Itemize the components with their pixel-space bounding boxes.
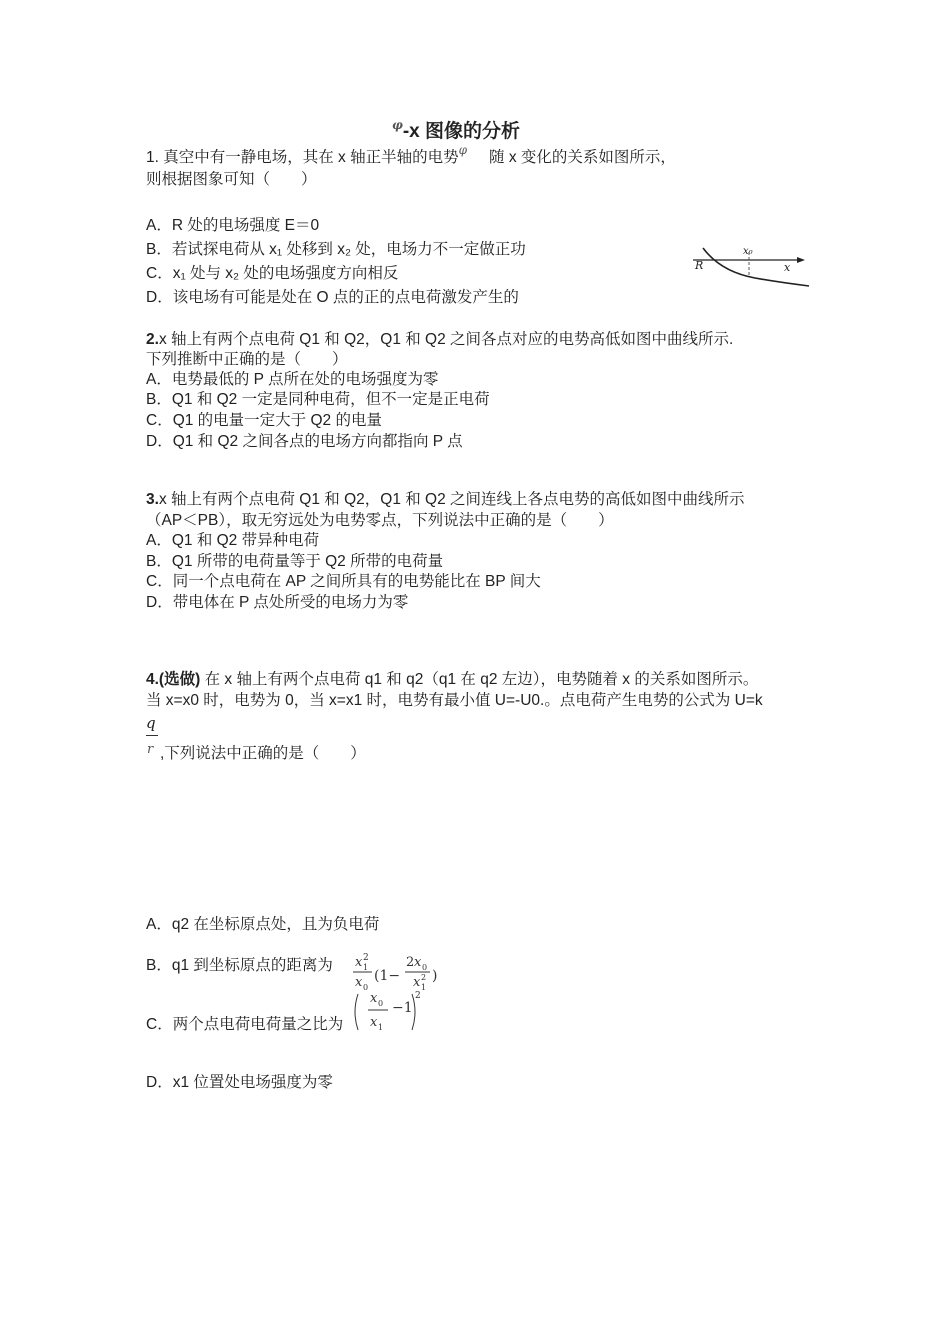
q1-option-c: C．x₁ 处与 x₂ 处的电场强度方向相反 bbox=[146, 265, 399, 282]
svg-text:x: x bbox=[370, 991, 378, 1006]
q4-math-formulas bbox=[350, 950, 450, 1036]
q1-option-a: A．R 处的电场强度 E＝0 bbox=[146, 217, 320, 234]
svg-text:−1: −1 bbox=[392, 1000, 413, 1016]
q1-stem-line1 bbox=[146, 143, 676, 168]
svg-text:0: 0 bbox=[378, 999, 384, 1008]
svg-text:0: 0 bbox=[363, 983, 369, 992]
label-x0: x₀ bbox=[743, 246, 753, 257]
q3-option-b: B．Q1 所带的电荷量等于 Q2 所带的电荷量 bbox=[146, 553, 444, 570]
q3-stem-text: x 轴上有两个点电荷 Q1 和 Q2，Q1 和 Q2 之间连线上各点电势的高低如图中曲线所示 bbox=[158, 491, 745, 508]
q4-stem-text: 在 x 轴上有两个点电荷 q1 和 q2（q1 在 q2 左边），电势随着 x 的关系如图所示。 bbox=[204, 671, 759, 688]
svg-text:0: 0 bbox=[422, 963, 428, 972]
svg-text:x: x bbox=[355, 975, 363, 990]
q3-option-a: A．Q1 和 Q2 带异种电荷 bbox=[146, 532, 320, 549]
svg-text:2: 2 bbox=[363, 953, 369, 963]
q1-stem-line2: 则根据图象可知（ ） bbox=[146, 171, 317, 188]
q2-stem-line2: 下列推断中正确的是（ ） bbox=[146, 351, 348, 368]
svg-text:x: x bbox=[355, 955, 363, 970]
q2-option-d: D．Q1 和 Q2 之间各点的电场方向都指向 P 点 bbox=[146, 433, 463, 450]
q4-number: 4.(选做) bbox=[146, 671, 201, 688]
svg-text:2: 2 bbox=[421, 973, 427, 982]
svg-text:2: 2 bbox=[415, 991, 421, 1001]
phi-symbol: φ bbox=[458, 143, 468, 157]
q3-option-d: D．带电体在 P 点处所受的电场力为零 bbox=[146, 594, 409, 611]
q3-stem-line1 bbox=[146, 490, 745, 510]
q1-potential-graph bbox=[693, 240, 813, 300]
option-c-formula bbox=[355, 991, 421, 1032]
q4-option-b: B．q1 到坐标原点的距离为 bbox=[146, 957, 333, 974]
fraction-bar bbox=[146, 735, 158, 736]
q2-stem-text: x 轴上有两个点电荷 Q1 和 Q2，Q1 和 Q2 之间各点对应的电势高低如图中曲线所示. bbox=[158, 331, 734, 348]
svg-text:x: x bbox=[413, 975, 421, 990]
q1-option-b: B．若试探电荷从 x₁ 处移到 x₂ 处，电场力不一定做正功 bbox=[146, 241, 526, 258]
label-r: R bbox=[695, 259, 704, 272]
q4-option-d: D．x1 位置处电场强度为零 bbox=[146, 1074, 333, 1091]
q4-stem-line1 bbox=[146, 670, 758, 690]
q1-stem-text-post: 随 x 变化的关系如图所示， bbox=[489, 149, 676, 166]
svg-text:1: 1 bbox=[378, 1023, 384, 1032]
q1-stem-text: 1. 真空中有一静电场，其在 x 轴正半轴的电势 bbox=[146, 149, 459, 166]
label-x: x bbox=[784, 261, 791, 274]
page-title bbox=[392, 120, 520, 145]
q2-option-c: C．Q1 的电量一定大于 Q2 的电量 bbox=[146, 412, 382, 429]
q4-stem-line3: ,下列说法中正确的是（ ） bbox=[160, 745, 366, 762]
potential-curve bbox=[703, 248, 809, 286]
fraction-numerator: q bbox=[146, 714, 156, 732]
svg-text:2: 2 bbox=[406, 955, 415, 970]
q2-stem-line1 bbox=[146, 330, 733, 350]
q1-option-d: D．该电场有可能是处在 O 点的正的点电荷激发产生的 bbox=[146, 289, 519, 306]
q3-option-c: C．同一个点电荷在 AP 之间所具有的电势能比在 BP 间大 bbox=[146, 573, 541, 590]
q2-option-a: A．电势最低的 P 点所在处的电场强度为零 bbox=[146, 371, 439, 388]
q2-number: 2. bbox=[146, 331, 159, 348]
q3-stem-line2: （AP＜PB），取无穷远处为电势零点，下列说法中正确的是（ ） bbox=[146, 512, 614, 529]
title-text: -x 图像的分析 bbox=[402, 121, 521, 142]
fraction-denominator: r bbox=[147, 742, 154, 757]
svg-text:x: x bbox=[414, 955, 422, 970]
q4-option-a: A．q2 在坐标原点处，且为负电荷 bbox=[146, 916, 380, 933]
option-b-formula bbox=[353, 953, 437, 992]
x-axis-arrow bbox=[797, 257, 805, 263]
svg-text:(1−: (1− bbox=[374, 968, 401, 984]
q4-option-c: C．两个点电荷电荷量之比为 bbox=[146, 1016, 344, 1033]
q4-stem-line2: 当 x=x0 时，电势为 0，当 x=x1 时，电势有最小值 U=-U0.。点电荷产生电势的公式为 U=k bbox=[146, 692, 763, 709]
svg-text:1: 1 bbox=[363, 963, 369, 972]
q3-number: 3. bbox=[146, 491, 159, 508]
phi-symbol: φ bbox=[392, 118, 403, 132]
svg-text:1: 1 bbox=[421, 983, 427, 992]
q2-option-b: B．Q1 和 Q2 一定是同种电荷，但不一定是正电荷 bbox=[146, 391, 490, 408]
svg-text:): ) bbox=[432, 968, 438, 984]
svg-text:x: x bbox=[370, 1015, 378, 1030]
